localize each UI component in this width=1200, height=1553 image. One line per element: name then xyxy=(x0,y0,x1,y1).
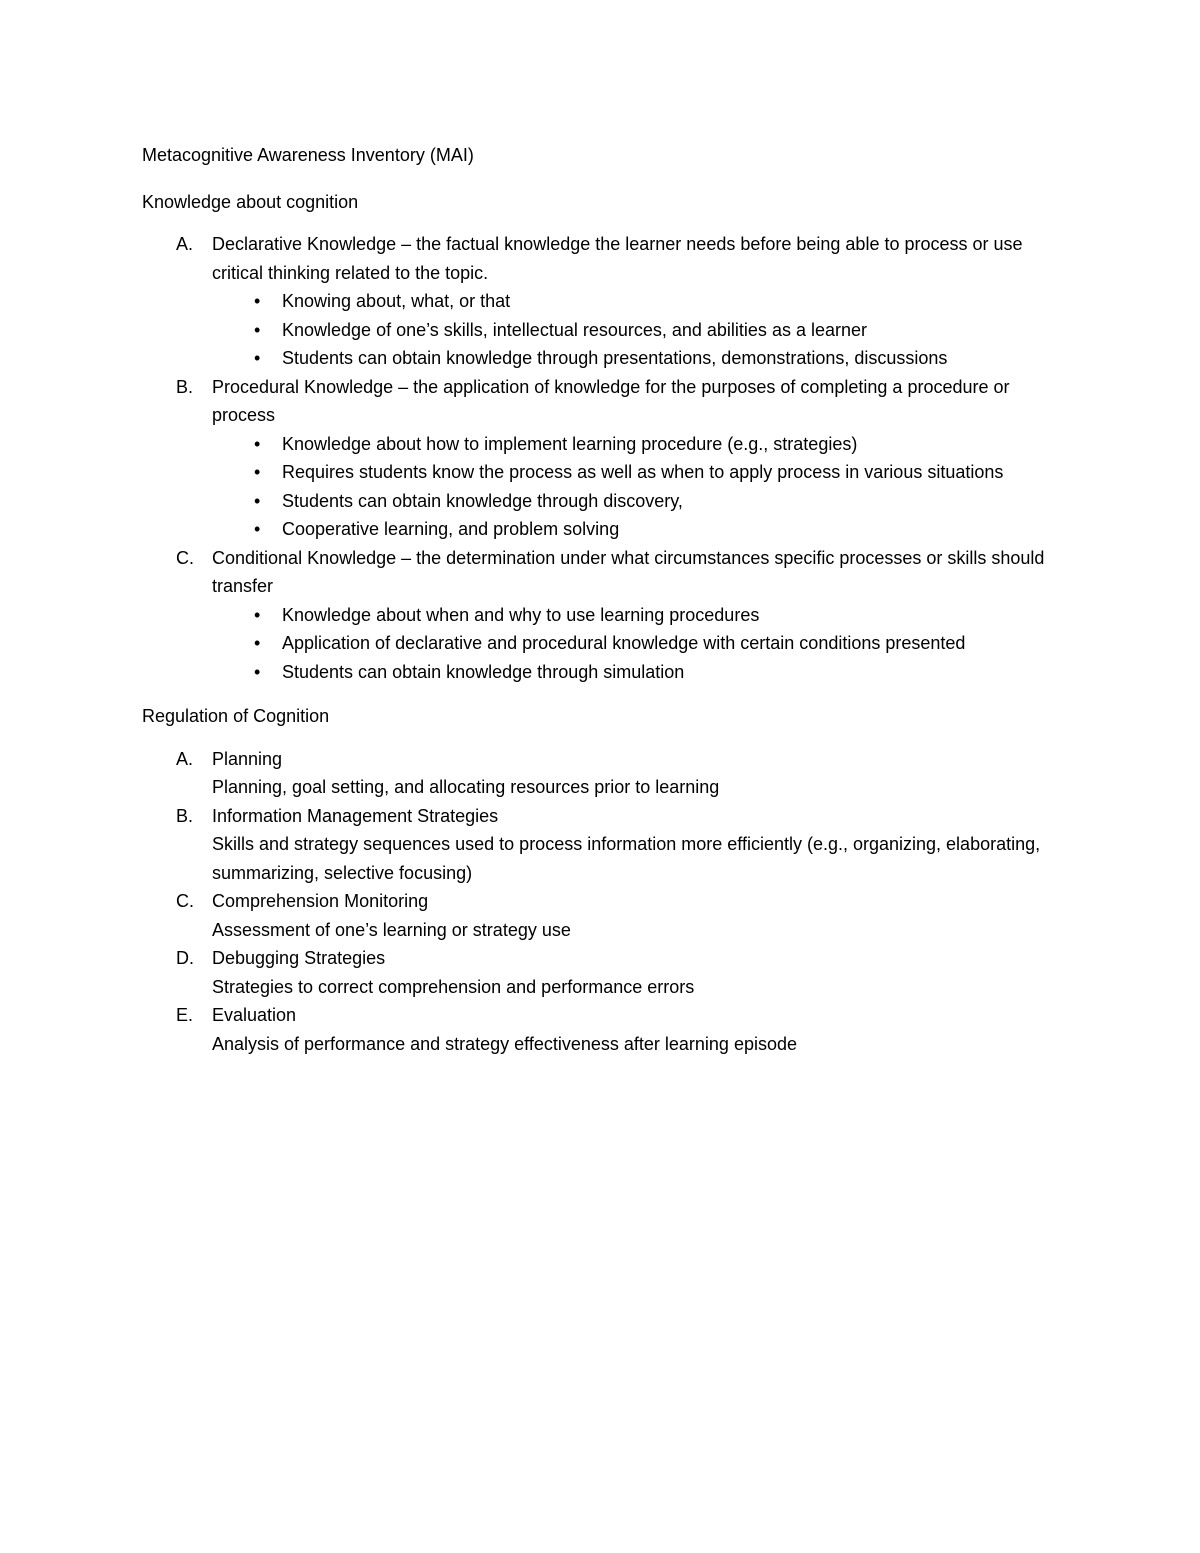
regulation-item-title: Information Management Strategies xyxy=(212,805,499,826)
regulation-item-desc: Planning, goal setting, and allocating resources prior to learning xyxy=(212,777,720,797)
bullet-item xyxy=(212,287,1062,316)
bullet-text: Knowledge of one’s skills, intellectual resources, and abilities as a learner xyxy=(282,319,867,340)
bullet-list xyxy=(212,287,1062,373)
bullet-item xyxy=(212,487,1062,516)
regulation-item-desc: Analysis of performance and strategy effectiveness after learning episode xyxy=(212,1033,797,1054)
bullet-icon: • xyxy=(254,661,261,682)
regulation-item-title: Debugging Strategies xyxy=(212,948,386,968)
list-letter: D. xyxy=(176,948,194,968)
bullet-item xyxy=(212,344,1062,373)
knowledge-item-text: Declarative Knowledge – the factual knowledge the learner needs before being able to process or use critical thinking related to the topic. xyxy=(212,234,1023,283)
bullet-list xyxy=(212,601,1062,687)
bullet-icon: • xyxy=(254,633,261,653)
bullet-item xyxy=(212,515,1062,544)
bullet-icon: • xyxy=(254,433,261,454)
bullet-text: Students can obtain knowledge through discovery, xyxy=(282,490,683,511)
bullet-icon: • xyxy=(254,462,261,482)
regulation-item-desc: Skills and strategy sequences used to process information more efficiently (e.g., organizing, elaborating, summarizing, selective focusing) xyxy=(212,834,1041,883)
regulation-section xyxy=(142,702,1062,1058)
bullet-item xyxy=(212,458,1062,487)
regulation-item-debugging xyxy=(142,944,1062,1001)
bullet-text: Students can obtain knowledge through presentations, demonstrations, discussions xyxy=(282,348,948,368)
bullet-item xyxy=(212,430,1062,459)
document-title: Metacognitive Awareness Inventory (MAI) xyxy=(142,145,474,165)
regulation-item-planning xyxy=(142,745,1062,802)
regulation-item-title: Comprehension Monitoring xyxy=(212,891,429,911)
knowledge-item-procedural xyxy=(142,373,1062,544)
knowledge-item-text: Procedural Knowledge – the application of knowledge for the purposes of completing a procedure or process xyxy=(212,376,1010,425)
bullet-item xyxy=(212,629,1062,658)
list-letter: E. xyxy=(176,1005,194,1025)
bullet-text: Knowledge about when and why to use learning procedures xyxy=(282,604,760,625)
bullet-icon: • xyxy=(254,291,261,311)
regulation-item-title: Evaluation xyxy=(212,1005,297,1025)
regulation-item-information-management xyxy=(142,802,1062,888)
regulation-item-comprehension-monitoring xyxy=(142,887,1062,944)
bullet-icon: • xyxy=(254,519,261,539)
bullet-text: Application of declarative and procedural knowledge with certain conditions presented xyxy=(282,633,966,653)
knowledge-item-conditional xyxy=(142,544,1062,687)
bullet-text: Knowing about, what, or that xyxy=(282,291,511,311)
bullet-icon: • xyxy=(254,604,261,625)
regulation-item-title: Planning xyxy=(212,748,283,769)
bullet-list xyxy=(212,430,1062,544)
bullet-item xyxy=(212,601,1062,630)
list-letter: A. xyxy=(176,748,194,769)
knowledge-list xyxy=(142,230,1062,686)
bullet-text: Requires students know the process as well as when to apply process in various situations xyxy=(282,462,1004,482)
regulation-heading: Regulation of Cognition xyxy=(142,706,330,726)
bullet-icon: • xyxy=(254,490,261,511)
list-letter: A. xyxy=(176,234,194,254)
bullet-item xyxy=(212,658,1062,687)
bullet-icon: • xyxy=(254,319,261,340)
regulation-item-desc: Strategies to correct comprehension and performance errors xyxy=(212,976,695,997)
list-letter: B. xyxy=(176,376,194,397)
list-letter: B. xyxy=(176,805,194,826)
document-content xyxy=(142,141,1062,1058)
bullet-text: Cooperative learning, and problem solving xyxy=(282,519,620,539)
knowledge-heading: Knowledge about cognition xyxy=(142,191,359,212)
bullet-icon: • xyxy=(254,348,261,368)
regulation-item-evaluation xyxy=(142,1001,1062,1058)
regulation-list xyxy=(142,745,1062,1059)
bullet-text: Knowledge about how to implement learning procedure (e.g., strategies) xyxy=(282,433,858,454)
knowledge-item-text: Conditional Knowledge – the determination under what circumstances specific processes or skills should transfer xyxy=(212,547,1045,596)
list-letter: C. xyxy=(176,547,194,568)
bullet-item xyxy=(212,316,1062,345)
list-letter: C. xyxy=(176,891,194,911)
bullet-text: Students can obtain knowledge through simulation xyxy=(282,661,685,682)
knowledge-item-declarative xyxy=(142,230,1062,373)
regulation-item-desc: Assessment of one’s learning or strategy use xyxy=(212,919,571,940)
